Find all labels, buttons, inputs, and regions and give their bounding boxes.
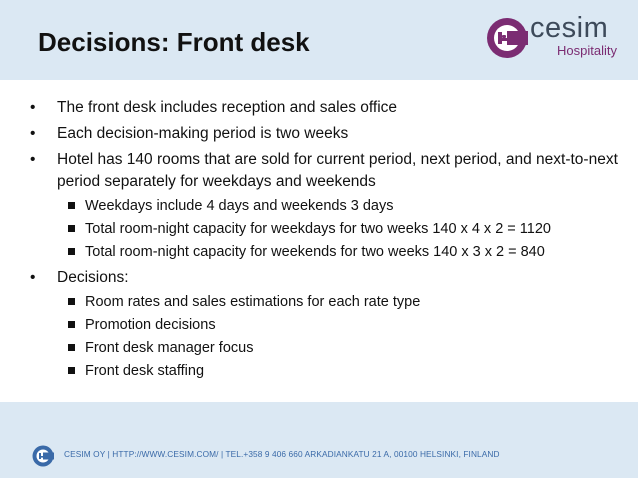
bullet-dot: • — [30, 99, 36, 116]
sub-bullet-item — [30, 292, 620, 312]
sub-bullet-item — [30, 338, 620, 358]
bullet-list — [30, 97, 620, 384]
sub-bullet-text: Front desk staffing — [85, 363, 205, 379]
square-bullet-icon — [68, 344, 75, 351]
slide-title: Decisions: Front desk — [38, 27, 310, 57]
cesim-hospitality-logo — [486, 12, 626, 61]
bullet-text: Each decision-making period is two weeks — [57, 125, 349, 142]
sub-bullet-text: Promotion decisions — [85, 317, 216, 333]
square-bullet-icon — [68, 321, 75, 328]
bullet-item — [30, 123, 620, 145]
square-bullet-icon — [68, 248, 75, 255]
bullet-dot: • — [30, 269, 36, 286]
bullet-text: The front desk includes reception and sales office — [57, 99, 398, 116]
sub-bullet-item — [30, 315, 620, 335]
bullet-text: Hotel has 140 rooms that are sold for current period, next period, and next-to-next period separately for weekdays and weekends — [57, 151, 618, 190]
cesim-bed-icon — [486, 17, 528, 59]
square-bullet-icon — [68, 367, 75, 374]
logo-wordmark: cesim — [530, 12, 609, 44]
footer-contact-text: CESIM OY | HTTP://WWW.CESIM.COM/ | TEL.+358 9 406 660 ARKADIANKATU 21 A, 00100 HELSINKI, FINLAND — [64, 449, 500, 459]
bullet-dot: • — [30, 151, 36, 168]
sub-bullet-item — [30, 196, 620, 216]
cesim-logo-icon — [32, 445, 54, 467]
sub-bullet-item — [30, 242, 620, 262]
sub-bullet-item — [30, 219, 620, 239]
logo-subtitle: Hospitality — [557, 43, 617, 58]
bullet-item — [30, 97, 620, 119]
bullet-item — [30, 149, 620, 193]
bullet-item — [30, 267, 620, 289]
sub-bullet-text: Front desk manager focus — [85, 340, 254, 356]
square-bullet-icon — [68, 202, 75, 209]
bullet-text: Decisions: — [57, 269, 129, 286]
bullet-dot: • — [30, 125, 36, 142]
footer-band — [0, 402, 638, 478]
sub-bullet-text: Total room-night capacity for weekends for two weeks 140 x 3 x 2 = 840 — [85, 244, 545, 260]
sub-bullet-item — [30, 361, 620, 381]
square-bullet-icon — [68, 298, 75, 305]
sub-bullet-text: Room rates and sales estimations for each rate type — [85, 294, 421, 310]
sub-bullet-text: Weekdays include 4 days and weekends 3 days — [85, 198, 394, 214]
sub-bullet-text: Total room-night capacity for weekdays for two weeks 140 x 4 x 2 = 1120 — [85, 221, 551, 237]
square-bullet-icon — [68, 225, 75, 232]
